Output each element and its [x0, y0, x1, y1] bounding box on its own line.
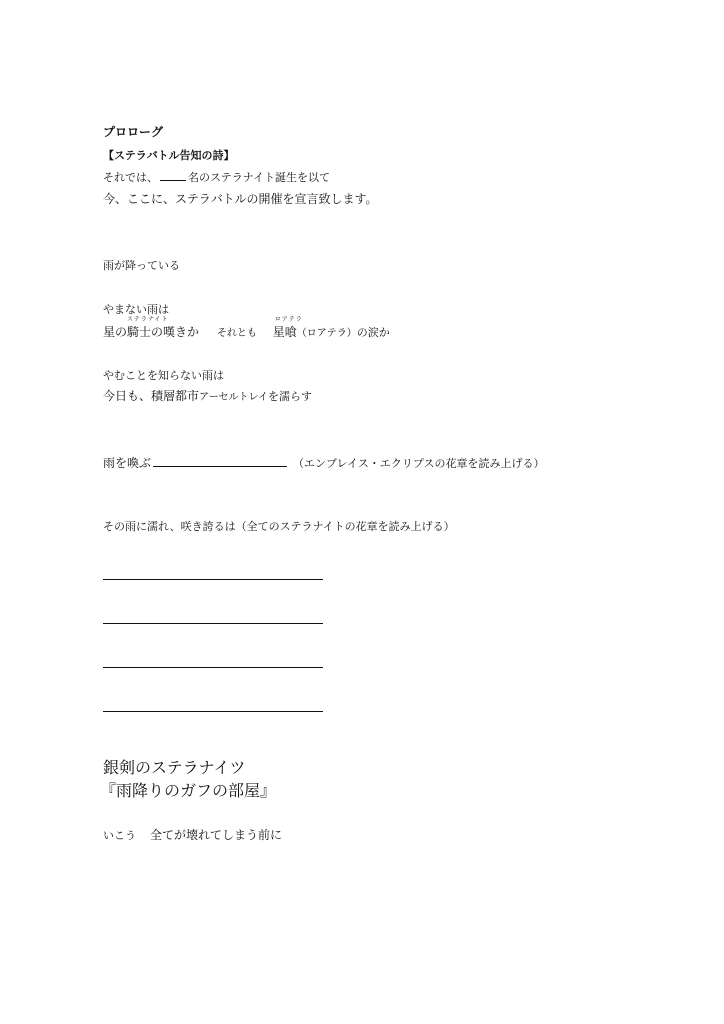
poem-eater-ruby-group [274, 316, 303, 339]
flower-chapter-line-2 [103, 623, 323, 624]
ending-before-break: 全てが壊れてしまう前に [150, 828, 283, 842]
poem-eater-paren: （ロアテラ） [296, 328, 357, 339]
poem-or-word: それとも [216, 328, 257, 339]
poem-eater-star: 星 [272, 325, 285, 339]
poem-unstoppable-rain: やむことを知らない雨は [103, 369, 224, 382]
prologue-heading: プロローグ [103, 125, 164, 139]
call-label: 雨を喚ぶ [103, 456, 152, 470]
prologue-line-1-end: 名のステラナイト誕生を以て [188, 171, 331, 184]
poem-today-end: を濡らす [268, 390, 313, 403]
prologue-line-1-start: それでは、 [103, 171, 158, 184]
poem-knight-ruby-group [127, 316, 200, 339]
poem-city-name: アーセルトレイ [199, 392, 269, 403]
poem-eater-tears: の涙か [356, 326, 390, 339]
series-title: 銀剣のステラナイツ [103, 758, 246, 777]
prologue-line-1 [103, 172, 330, 183]
poem-knight-line [103, 316, 390, 339]
knight-ruby-text: ステラナイト [127, 316, 169, 323]
call-note: （エンブレイス・エクリプスの花章を読み上げる） [293, 457, 545, 470]
poem-eater-kanji: 喰 [284, 325, 297, 339]
poem-today-start: 今日も、積層都市 [103, 389, 200, 403]
emblace-eclipse-blank [153, 465, 287, 467]
flower-chapter-line-3 [103, 667, 323, 668]
poem-knight-star: 星の [103, 325, 128, 339]
ending-go: いこう [103, 829, 136, 842]
bloom-line: その雨に濡れ、咲き誇るは（全てのステラナイトの花章を読み上げる） [103, 520, 455, 533]
prologue-line-2: 今、ここに、ステラバトルの開催を宣言致します。 [103, 192, 378, 206]
poem-rain: 雨が降っている [103, 259, 180, 272]
scenario-title: 『雨降りのガフの部屋』 [100, 781, 277, 800]
knight-count-blank [160, 179, 186, 181]
call-line [103, 457, 544, 469]
eater-ruby-text: ロアテラ [274, 316, 303, 323]
poem-today-line [103, 390, 312, 403]
poem-knight-lament: 騎士の嘆きか [127, 325, 200, 339]
ending-line [103, 829, 282, 841]
flower-chapter-line-1 [103, 579, 323, 580]
flower-chapter-line-4 [103, 711, 323, 712]
prologue-subheading: 【ステラバトル告知の詩】 [103, 149, 235, 162]
poem-endless-rain: やまない雨は [103, 303, 169, 316]
